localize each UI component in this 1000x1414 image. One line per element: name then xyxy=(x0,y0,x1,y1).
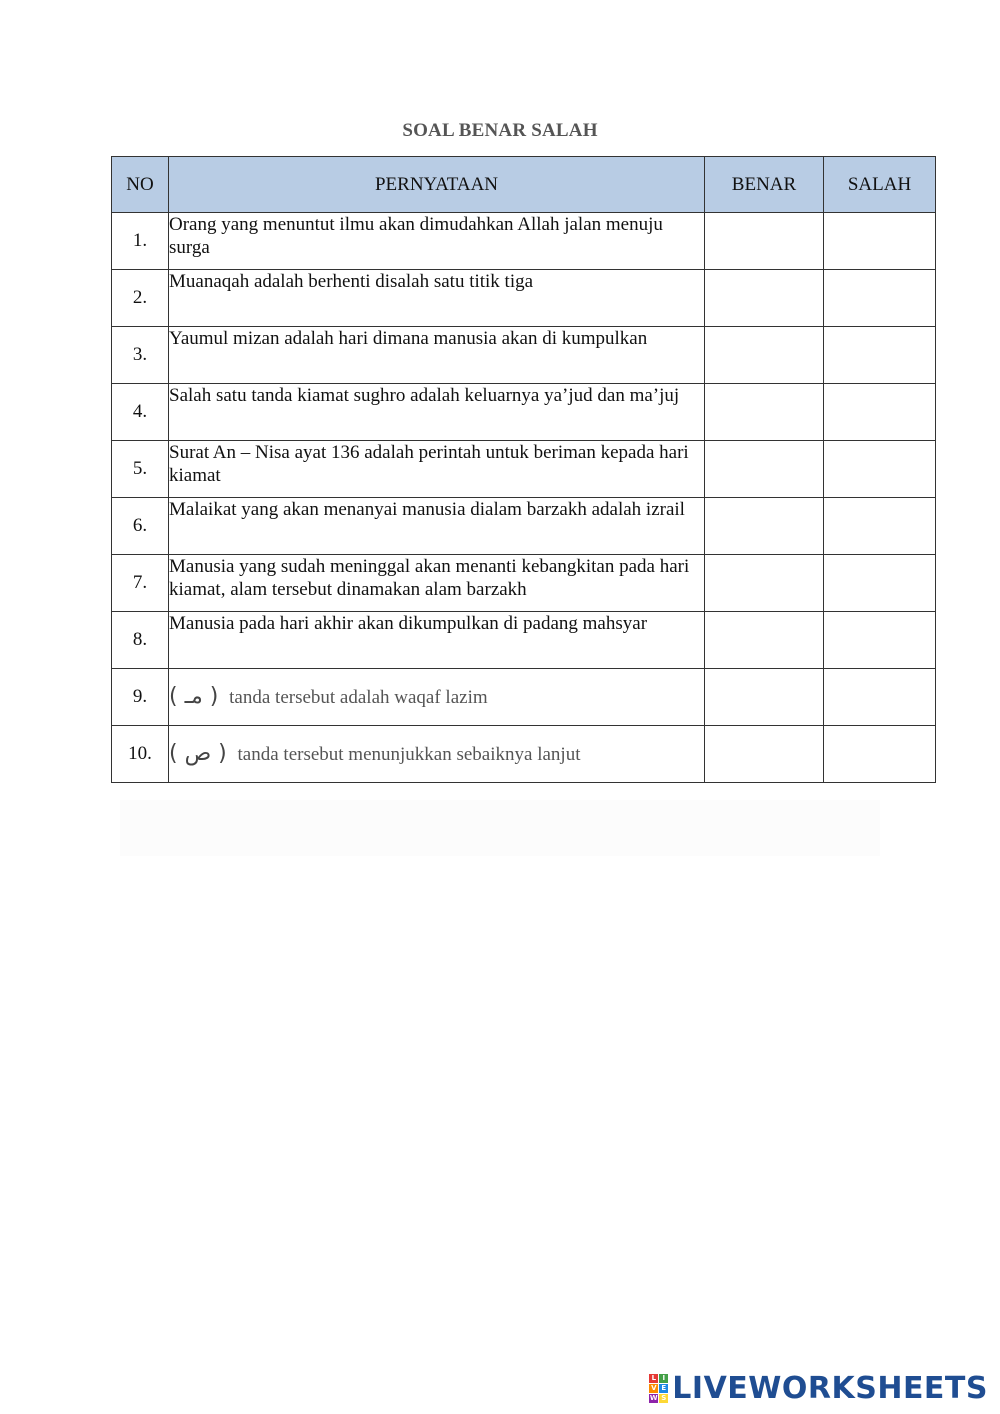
header-false: SALAH xyxy=(824,157,936,213)
table-row xyxy=(112,555,936,612)
table-row xyxy=(112,612,936,669)
true-answer-cell[interactable] xyxy=(705,327,824,384)
logo-letter: E xyxy=(659,1384,668,1393)
true-answer-cell[interactable] xyxy=(705,555,824,612)
false-answer-cell[interactable] xyxy=(824,555,936,612)
table-row xyxy=(112,441,936,498)
logo-letter: I xyxy=(659,1374,668,1383)
true-answer-cell[interactable] xyxy=(705,669,824,726)
statement-text: Surat An – Nisa ayat 136 adalah perintah untuk beriman kepada hari kiamat xyxy=(169,441,705,498)
false-answer-cell[interactable] xyxy=(824,441,936,498)
true-answer-cell[interactable] xyxy=(705,498,824,555)
liveworksheets-branding xyxy=(649,1371,988,1406)
statement-text: Malaikat yang akan menanyai manusia dialam barzakh adalah izrail xyxy=(169,498,705,555)
false-answer-cell[interactable] xyxy=(824,213,936,270)
true-answer-cell[interactable] xyxy=(705,441,824,498)
statement-cell xyxy=(169,669,705,726)
row-number: 4. xyxy=(112,384,169,441)
true-false-table xyxy=(111,156,936,783)
false-answer-cell[interactable] xyxy=(824,327,936,384)
row-number: 10. xyxy=(112,726,169,783)
true-answer-cell[interactable] xyxy=(705,612,824,669)
statement-text: tanda tersebut adalah waqaf lazim xyxy=(229,687,488,708)
statement-text: Orang yang menuntut ilmu akan dimudahkan Allah jalan menuju surga xyxy=(169,213,705,270)
row-number: 7. xyxy=(112,555,169,612)
row-number: 2. xyxy=(112,270,169,327)
table-row xyxy=(112,726,936,783)
table-row xyxy=(112,327,936,384)
liveworksheets-logo-icon xyxy=(649,1374,668,1403)
true-answer-cell[interactable] xyxy=(705,213,824,270)
false-answer-cell[interactable] xyxy=(824,270,936,327)
table-row xyxy=(112,213,936,270)
false-answer-cell[interactable] xyxy=(824,669,936,726)
true-answer-cell[interactable] xyxy=(705,384,824,441)
statement-text: Muanaqah adalah berhenti disalah satu titik tiga xyxy=(169,270,705,327)
brand-name: LIVEWORKSHEETS xyxy=(672,1371,988,1406)
table-row xyxy=(112,669,936,726)
row-number: 5. xyxy=(112,441,169,498)
header-statement: PERNYATAAN xyxy=(169,157,705,213)
row-number: 8. xyxy=(112,612,169,669)
statement-cell xyxy=(169,726,705,783)
row-number: 9. xyxy=(112,669,169,726)
row-number: 6. xyxy=(112,498,169,555)
false-answer-cell[interactable] xyxy=(824,384,936,441)
table-header-row xyxy=(112,157,936,213)
logo-letter: W xyxy=(649,1394,658,1402)
logo-letter: L xyxy=(649,1374,658,1383)
table-row xyxy=(112,384,936,441)
statement-text: tanda tersebut menunjukkan sebaiknya lanjut xyxy=(237,744,581,765)
logo-letter: S xyxy=(661,1394,667,1402)
table-row xyxy=(112,270,936,327)
statement-text: Manusia yang sudah meninggal akan menanti kebangkitan pada hari kiamat, alam tersebut dinamakan alam barzakh xyxy=(169,555,705,612)
false-answer-cell[interactable] xyxy=(824,498,936,555)
header-true: BENAR xyxy=(705,157,824,213)
true-answer-cell[interactable] xyxy=(705,270,824,327)
waqaf-symbol: ( مـ ) xyxy=(169,684,219,709)
false-answer-cell[interactable] xyxy=(824,612,936,669)
header-no: NO xyxy=(112,157,169,213)
logo-letter: V xyxy=(651,1384,657,1392)
faint-background-box xyxy=(120,800,880,856)
statement-text: Yaumul mizan adalah hari dimana manusia akan di kumpulkan xyxy=(169,327,705,384)
row-number: 1. xyxy=(112,213,169,270)
false-answer-cell[interactable] xyxy=(824,726,936,783)
true-answer-cell[interactable] xyxy=(705,726,824,783)
statement-text: Manusia pada hari akhir akan dikumpulkan di padang mahsyar xyxy=(169,612,705,669)
statement-text: Salah satu tanda kiamat sughro adalah keluarnya ya’jud dan ma’juj xyxy=(169,384,705,441)
table-row xyxy=(112,498,936,555)
row-number: 3. xyxy=(112,327,169,384)
page-title: SOAL BENAR SALAH xyxy=(402,120,598,141)
waqaf-symbol: ( ص ) xyxy=(169,741,227,766)
